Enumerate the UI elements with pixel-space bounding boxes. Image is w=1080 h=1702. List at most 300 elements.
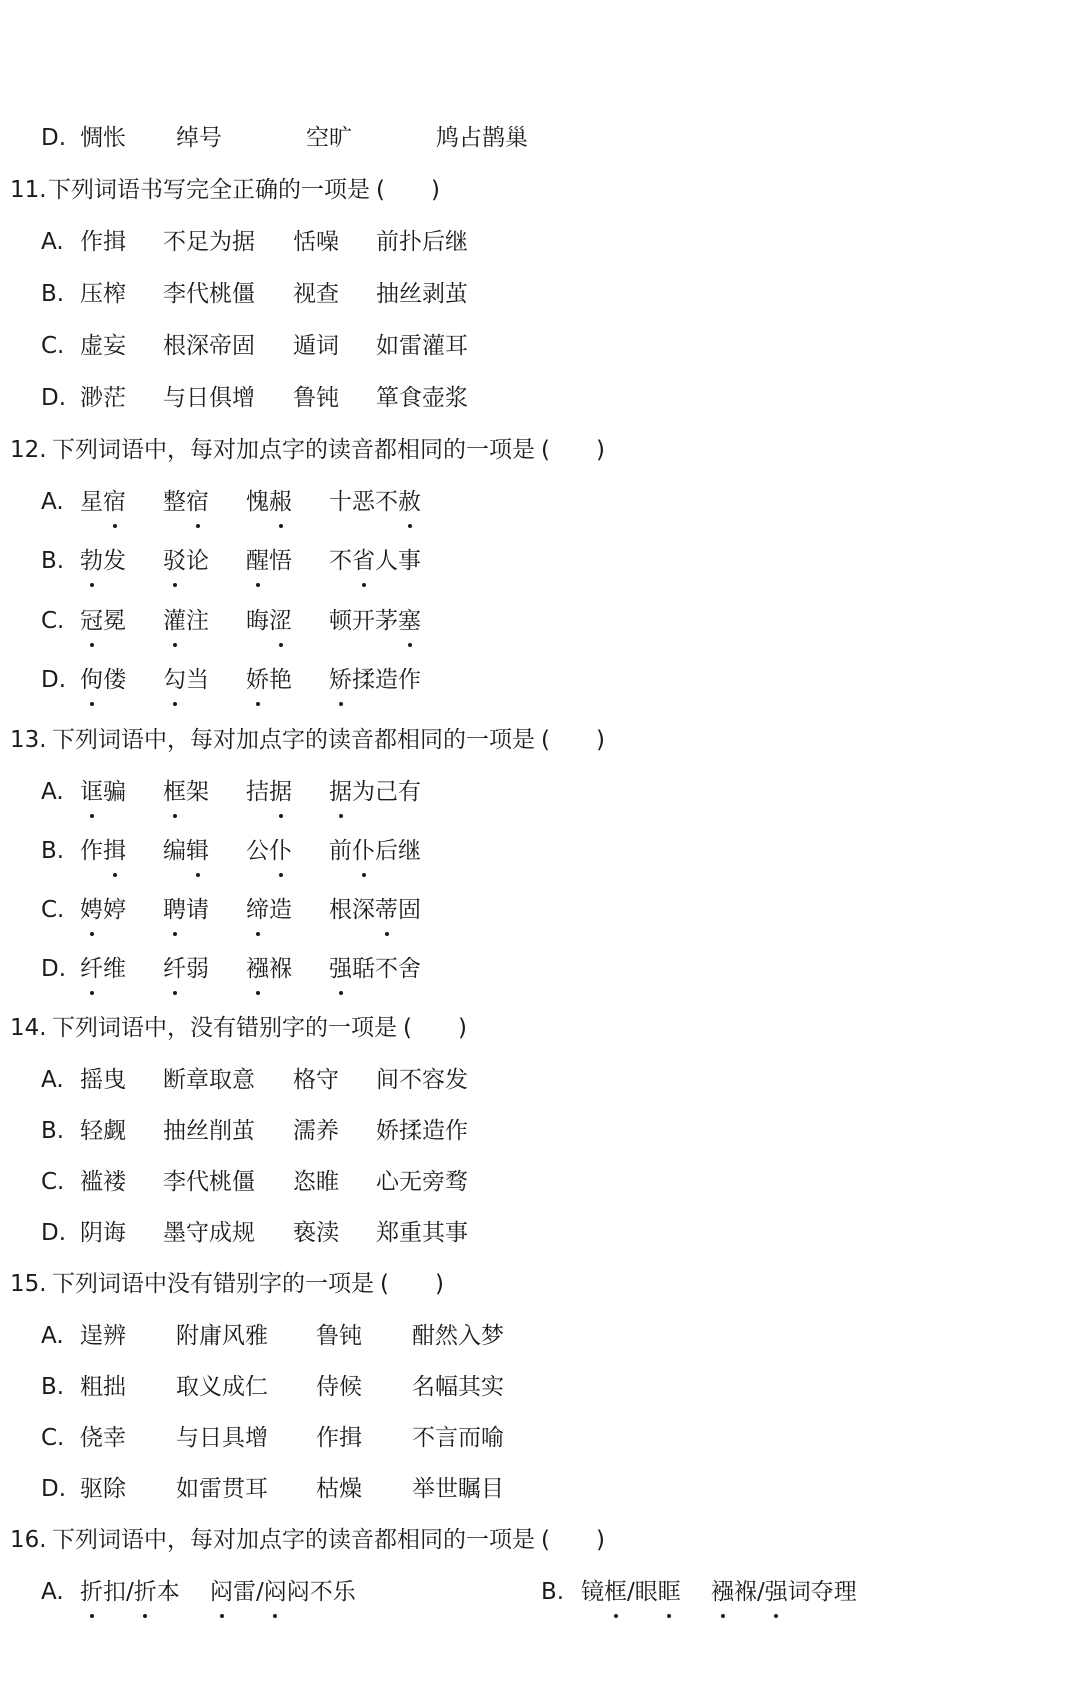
word-char: 拙: [103, 1374, 126, 1400]
emphasized-char: 聘: [163, 890, 186, 930]
word-char: 前: [376, 229, 399, 255]
option-word: [80, 378, 126, 418]
word-char: 茧: [232, 1118, 255, 1144]
option-word: [246, 831, 292, 871]
question-stem: 下列词语中，每对加点字的读音都相同的一项是: [52, 437, 535, 463]
word-char: 削: [209, 1118, 232, 1144]
word-char: 扑: [399, 229, 422, 255]
word-char: 不: [375, 956, 398, 982]
emphasized-char: 纤: [80, 949, 103, 989]
word-char: 遁: [293, 333, 316, 359]
emphasized-char: 勾: [163, 660, 186, 700]
option-letter: B.: [41, 838, 65, 864]
word-char: 取: [176, 1374, 199, 1400]
option-word: [176, 1418, 268, 1458]
option-word: [293, 378, 339, 418]
option-line: [41, 274, 468, 314]
option-word: [163, 1162, 255, 1202]
question-text: [48, 170, 440, 210]
option-line: [41, 1316, 504, 1356]
option-line: [41, 949, 421, 989]
question-number: 16.: [10, 1527, 47, 1553]
option-word: [436, 118, 528, 158]
option-word: [329, 482, 421, 522]
option-word: [376, 1060, 468, 1100]
option-word: [163, 326, 255, 366]
word-char: 妄: [103, 333, 126, 359]
word-char: 章: [186, 1067, 209, 1093]
word-char: 理: [833, 1579, 857, 1605]
word-char: 造: [269, 897, 292, 923]
word-char: /: [256, 1579, 264, 1605]
word-char: 造: [375, 667, 398, 693]
option-line: [41, 831, 421, 871]
word-char: 十: [329, 489, 352, 515]
option-word: [246, 482, 292, 522]
option-word: [80, 1572, 180, 1612]
emphasized-char: 矫: [329, 660, 352, 700]
word-char: 婷: [103, 897, 126, 923]
word-char: 驱: [80, 1476, 103, 1502]
option-letter: C.: [41, 1169, 65, 1195]
option-word: [80, 1316, 126, 1356]
word-char: 阴: [80, 1220, 103, 1246]
word-char: 褓: [734, 1579, 757, 1605]
word-char: 诲: [103, 1220, 126, 1246]
word-char: 深: [352, 897, 375, 923]
word-char: 词: [787, 1579, 811, 1605]
question-number: 14.: [10, 1015, 47, 1041]
emphasized-char: 醒: [246, 541, 269, 581]
option-line: [41, 222, 468, 262]
word-char: 僵: [232, 281, 255, 307]
answer-blank: ( ): [376, 177, 440, 203]
word-char: 轻: [80, 1118, 103, 1144]
emphasized-char: 折: [80, 1572, 103, 1612]
word-char: 抽: [376, 281, 399, 307]
option-word: [293, 1111, 339, 1151]
option-line: [41, 378, 468, 418]
option-word: [376, 378, 468, 418]
emphasized-char: 灌: [163, 601, 186, 641]
emphasized-char: 宿: [103, 482, 126, 522]
emphasized-char: 框: [604, 1572, 627, 1612]
word-char: 鹊: [482, 125, 505, 151]
word-char: 噪: [316, 229, 339, 255]
emphasized-char: 娇: [246, 660, 269, 700]
word-char: 舍: [398, 956, 421, 982]
word-char: 视: [293, 281, 316, 307]
question-text: [52, 1264, 444, 1304]
word-char: 号: [199, 125, 222, 151]
word-char: 拮: [246, 779, 269, 805]
word-char: 绰: [176, 125, 199, 151]
word-char: 无: [399, 1169, 422, 1195]
word-char: 作: [80, 838, 103, 864]
option-line: [41, 482, 421, 522]
word-char: 根: [163, 333, 186, 359]
question-text: [52, 430, 605, 470]
word-char: 褛: [103, 1169, 126, 1195]
word-char: 增: [245, 1425, 268, 1451]
option-letter: B.: [41, 1118, 65, 1144]
word-char: 曳: [103, 1067, 126, 1093]
word-char: 扣: [103, 1579, 126, 1605]
option-word: [80, 890, 126, 930]
option-word: [246, 660, 292, 700]
option-word: [329, 772, 421, 812]
word-char: 实: [481, 1374, 504, 1400]
answer-blank: ( ): [541, 437, 605, 463]
option-word: [80, 1367, 126, 1407]
word-char: 睢: [316, 1169, 339, 1195]
word-char: 灌: [422, 333, 445, 359]
word-char: 墨: [163, 1220, 186, 1246]
word-char: 固: [232, 333, 255, 359]
word-char: 晦: [246, 608, 269, 634]
word-char: 其: [458, 1374, 481, 1400]
word-char: 侍: [316, 1374, 339, 1400]
option-word: [329, 660, 421, 700]
word-char: 后: [422, 229, 445, 255]
word-char: /: [627, 1579, 635, 1605]
word-char: 架: [186, 779, 209, 805]
option-word: [163, 378, 255, 418]
word-char: 娇: [376, 1118, 399, 1144]
answer-blank: ( ): [403, 1015, 467, 1041]
option-letter: C.: [41, 1425, 65, 1451]
option-word: [80, 949, 126, 989]
option-word: [80, 482, 126, 522]
option-word: [80, 660, 126, 700]
option-word: [80, 1418, 126, 1458]
word-char: 守: [316, 1067, 339, 1093]
option-word: [80, 1111, 126, 1151]
answer-blank: ( ): [380, 1271, 444, 1297]
option-line: [41, 890, 421, 930]
option-word: [329, 601, 421, 641]
emphasized-char: 省: [352, 541, 375, 581]
option-word: [80, 601, 126, 641]
option-line: [41, 660, 421, 700]
word-char: 冕: [103, 608, 126, 634]
word-char: 星: [80, 489, 103, 515]
word-char: 虚: [80, 333, 103, 359]
word-char: 旁: [422, 1169, 445, 1195]
option-word: [293, 1162, 339, 1202]
option-word: [376, 326, 468, 366]
option-word: [581, 1572, 681, 1612]
word-char: 镜: [581, 1579, 604, 1605]
question-text: [52, 720, 605, 760]
option-word: [376, 274, 468, 314]
word-char: 偻: [103, 667, 126, 693]
option-line: [541, 1572, 857, 1612]
emphasized-char: 诓: [80, 772, 103, 812]
word-char: 不: [412, 1425, 435, 1451]
option-word: [176, 1316, 268, 1356]
word-char: 巢: [505, 125, 528, 151]
option-line: [41, 1111, 468, 1151]
option-line: [41, 1572, 356, 1612]
option-word: [80, 1162, 126, 1202]
word-char: 梦: [481, 1323, 504, 1349]
option-line: [41, 1162, 468, 1202]
word-char: 弱: [186, 956, 209, 982]
option-word: [293, 1213, 339, 1253]
option-word: [306, 118, 352, 158]
option-word: [711, 1572, 857, 1612]
option-word: [80, 1060, 126, 1100]
option-word: [163, 1060, 255, 1100]
word-char: 足: [186, 229, 209, 255]
emphasized-char: 塞: [398, 601, 421, 641]
word-char: 茅: [375, 608, 398, 634]
word-char: 闷: [286, 1579, 310, 1605]
option-letter: B.: [41, 1374, 65, 1400]
emphasized-char: 冠: [80, 601, 103, 641]
word-char: 入: [458, 1323, 481, 1349]
option-letter: D.: [41, 667, 67, 693]
option-letter: A.: [41, 489, 64, 515]
word-char: 雅: [245, 1323, 268, 1349]
option-word: [246, 890, 292, 930]
word-char: 壶: [422, 385, 445, 411]
word-char: 燥: [339, 1476, 362, 1502]
question-line: [10, 1008, 467, 1048]
word-char: 聒: [352, 956, 375, 982]
word-char: 耳: [445, 333, 468, 359]
word-char: 世: [435, 1476, 458, 1502]
option-word: [163, 482, 209, 522]
word-char: 鲁: [293, 385, 316, 411]
emphasized-char: 据: [269, 772, 292, 812]
word-char: 不: [399, 1067, 422, 1093]
option-word: [176, 118, 222, 158]
word-char: 维: [103, 956, 126, 982]
option-word: [80, 118, 126, 158]
answer-blank: ( ): [541, 1527, 605, 1553]
word-char: 固: [398, 897, 421, 923]
option-word: [293, 274, 339, 314]
word-char: 庸: [199, 1323, 222, 1349]
option-word: [163, 831, 209, 871]
question-text: [52, 1008, 467, 1048]
option-line: [41, 601, 421, 641]
word-char: 事: [445, 1220, 468, 1246]
word-char: 钝: [339, 1323, 362, 1349]
option-word: [412, 1367, 504, 1407]
word-char: 丝: [399, 281, 422, 307]
word-char: 为: [209, 229, 232, 255]
word-char: 举: [412, 1476, 435, 1502]
emphasized-char: 宿: [186, 482, 209, 522]
question-line: [10, 720, 605, 760]
option-word: [80, 1469, 126, 1509]
option-line: [41, 1213, 468, 1253]
word-char: 惆: [80, 125, 103, 151]
word-char: 言: [435, 1425, 458, 1451]
question-line: [10, 430, 605, 470]
option-word: [80, 274, 126, 314]
word-char: 论: [186, 548, 209, 574]
emphasized-char: 据: [329, 772, 352, 812]
word-char: 目: [481, 1476, 504, 1502]
option-word: [376, 1111, 468, 1151]
emphasized-char: 赦: [398, 482, 421, 522]
word-char: 悟: [269, 548, 292, 574]
word-char: 摇: [80, 1067, 103, 1093]
question-line: [10, 1520, 605, 1560]
option-letter: B.: [541, 1579, 565, 1605]
word-char: 渺: [80, 385, 103, 411]
word-char: 代: [186, 1169, 209, 1195]
option-letter: D.: [41, 125, 67, 151]
word-char: /: [757, 1579, 765, 1605]
option-word: [316, 1469, 362, 1509]
option-word: [329, 949, 421, 989]
word-char: 与: [163, 385, 186, 411]
question-number: 11.: [10, 177, 47, 203]
word-char: 如: [376, 333, 399, 359]
emphasized-char: 娉: [80, 890, 103, 930]
word-char: 压: [80, 281, 103, 307]
emphasized-char: 襁: [246, 949, 269, 989]
word-char: 然: [435, 1323, 458, 1349]
word-char: 意: [232, 1067, 255, 1093]
question-stem: 下列词语中，每对加点字的读音都相同的一项是: [52, 1527, 535, 1553]
word-char: 乐: [332, 1579, 356, 1605]
word-char: 作: [80, 229, 103, 255]
emphasized-char: 蒂: [375, 890, 398, 930]
question-line: [10, 170, 440, 210]
option-word: [293, 1060, 339, 1100]
option-word: [163, 222, 255, 262]
word-char: 容: [422, 1067, 445, 1093]
emphasized-char: 佝: [80, 660, 103, 700]
option-word: [376, 1213, 468, 1253]
word-char: 贯: [222, 1476, 245, 1502]
word-char: 鲁: [316, 1323, 339, 1349]
question-stem: 下列词语中，每对加点字的读音都相同的一项是: [52, 727, 535, 753]
word-char: 幸: [103, 1425, 126, 1451]
word-char: 不: [375, 489, 398, 515]
word-char: 编: [163, 838, 186, 864]
question-line: [10, 1264, 444, 1304]
word-char: 发: [445, 1067, 468, 1093]
word-char: 亵: [293, 1220, 316, 1246]
emphasized-char: 缔: [246, 890, 269, 930]
word-char: 作: [445, 1118, 468, 1144]
option-word: [293, 326, 339, 366]
option-word: [80, 222, 126, 262]
word-char: 抽: [163, 1118, 186, 1144]
word-char: 食: [399, 385, 422, 411]
option-word: [329, 831, 421, 871]
word-char: 仁: [245, 1374, 268, 1400]
word-char: 愧: [246, 489, 269, 515]
option-letter: B.: [41, 281, 65, 307]
word-char: 榨: [103, 281, 126, 307]
word-char: 不: [163, 229, 186, 255]
word-char: 事: [398, 548, 421, 574]
option-word: [246, 601, 292, 641]
word-char: 揖: [103, 229, 126, 255]
word-char: 箪: [376, 385, 399, 411]
word-char: 养: [316, 1118, 339, 1144]
word-char: 艳: [269, 667, 292, 693]
option-word: [80, 772, 126, 812]
word-char: 恶: [352, 489, 375, 515]
word-char: 李: [163, 281, 186, 307]
word-char: 旷: [329, 125, 352, 151]
word-char: 为: [352, 779, 375, 805]
word-char: 空: [306, 125, 329, 151]
word-char: 据: [232, 229, 255, 255]
option-word: [316, 1367, 362, 1407]
word-char: 揉: [399, 1118, 422, 1144]
emphasized-char: 驳: [163, 541, 186, 581]
answer-blank: ( ): [541, 727, 605, 753]
word-char: 名: [412, 1374, 435, 1400]
option-line: [41, 772, 421, 812]
word-char: 继: [445, 229, 468, 255]
word-char: 耳: [245, 1476, 268, 1502]
option-letter: D.: [41, 1220, 67, 1246]
word-char: 渎: [316, 1220, 339, 1246]
option-letter: C.: [41, 608, 65, 634]
word-char: 雷: [233, 1579, 256, 1605]
word-char: 不: [329, 548, 352, 574]
word-char: 日: [199, 1425, 222, 1451]
word-char: 公: [246, 838, 269, 864]
word-char: 具: [222, 1425, 245, 1451]
word-char: 枯: [316, 1476, 339, 1502]
emphasized-char: 襁: [711, 1572, 734, 1612]
word-char: 风: [222, 1323, 245, 1349]
word-char: 夺: [810, 1579, 834, 1605]
option-word: [163, 890, 209, 930]
word-char: 心: [376, 1169, 399, 1195]
emphasized-char: 眶: [658, 1572, 681, 1612]
word-char: 辨: [103, 1323, 126, 1349]
option-letter: C.: [41, 333, 65, 359]
option-letter: D.: [41, 385, 67, 411]
word-char: 粗: [80, 1374, 103, 1400]
word-char: 除: [103, 1476, 126, 1502]
word-char: 其: [422, 1220, 445, 1246]
option-word: [329, 890, 421, 930]
option-word: [163, 772, 209, 812]
word-char: 取: [209, 1067, 232, 1093]
word-char: 丝: [186, 1118, 209, 1144]
word-char: 茧: [445, 281, 468, 307]
option-letter: A.: [41, 779, 64, 805]
word-char: 己: [375, 779, 398, 805]
option-word: [329, 541, 421, 581]
word-char: 后: [375, 838, 398, 864]
option-word: [176, 1469, 268, 1509]
option-word: [412, 1418, 504, 1458]
option-word: [316, 1316, 362, 1356]
word-char: 濡: [293, 1118, 316, 1144]
word-char: 注: [186, 608, 209, 634]
word-char: 俱: [209, 385, 232, 411]
emphasized-char: 闷: [264, 1572, 287, 1612]
word-char: 僵: [232, 1169, 255, 1195]
option-letter: C.: [41, 897, 65, 923]
emphasized-char: 仆: [269, 831, 292, 871]
